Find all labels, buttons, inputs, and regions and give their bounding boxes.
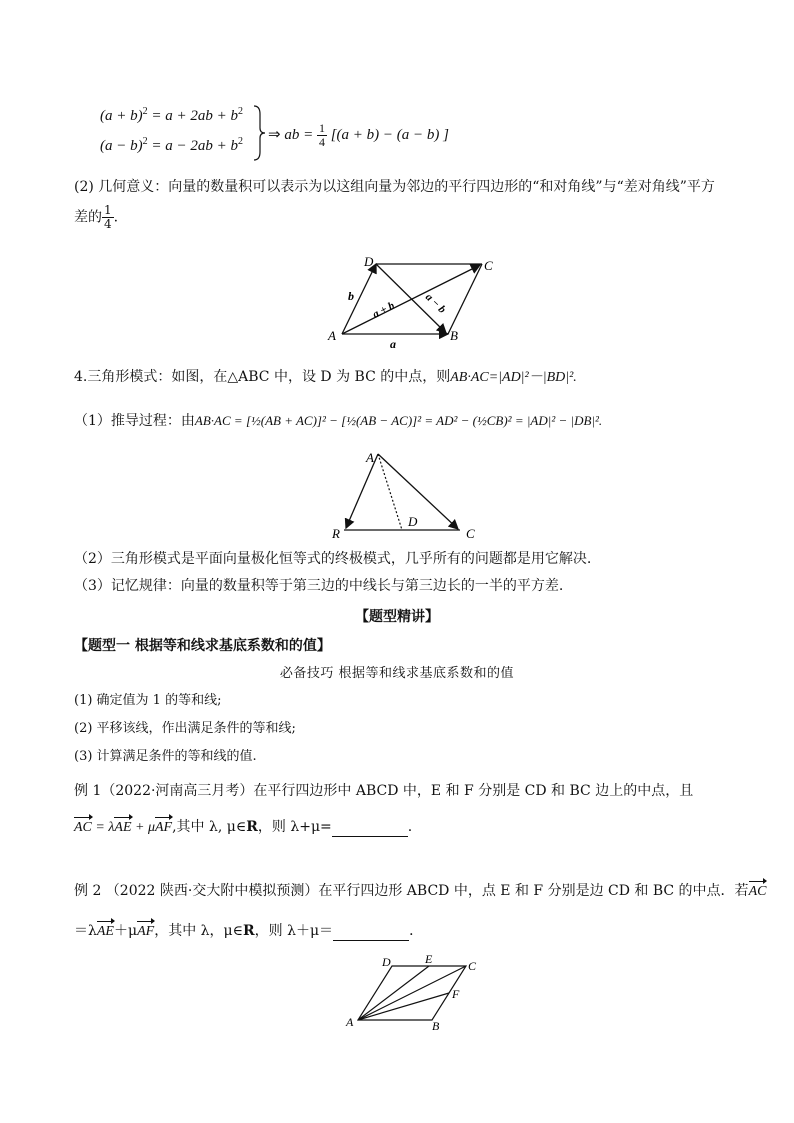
diagonal-sum <box>342 265 480 334</box>
step-2: (2) 平移该线，作出满足条件的等和线; <box>74 721 296 736</box>
label-a-point: A <box>328 328 336 343</box>
example2-answer-blank[interactable] <box>333 926 409 941</box>
formula-line2: $(a - b)^2 = a - 2ab + b^2$ <box>100 136 243 154</box>
vector-ac <box>378 454 458 529</box>
parallelogram-example2-diagram <box>340 950 490 1034</box>
example2-line2: ＝λAE＋μAF，其中 λ，μ∈R，则 λ＋μ＝ ． <box>74 923 424 939</box>
label-b: B <box>432 1019 440 1033</box>
technique-title: 必备技巧 根据等和线求基底系数和的值 <box>279 666 515 681</box>
label-a: A <box>346 1015 354 1029</box>
label-b-point: B <box>450 328 458 343</box>
formula-block-top <box>98 100 518 166</box>
example2-line1: 例 2 （2022 陕西·交大附中模拟预测）在平行四边形 ABCD 中，点 E 和 F 分别是边 CD 和 BC 的中点．若AC <box>74 883 767 899</box>
parallelogram-diagram <box>320 252 500 352</box>
step-3: (3) 计算满足条件的等和线的值. <box>74 749 257 764</box>
geo-meaning-line2: 差的 $\frac{1}{4}$ . <box>74 203 119 231</box>
formula-result: ⇒ ab = $\frac{1}{4}$ [(a + b) − (a − b) ] <box>268 121 449 149</box>
formula-line1: $(a + b)^2 = a + 2ab + b^2$ <box>100 106 243 124</box>
label-e: E <box>425 952 433 966</box>
side-bc <box>448 264 482 334</box>
label-c-point: C <box>484 258 493 273</box>
point-2: （2）三角形模式是平面向量极化恒等式的终极模式，几乎所有的问题都是用它解决. <box>74 551 592 567</box>
label-sum: a + b <box>370 299 397 321</box>
triangle-diagram <box>326 446 486 546</box>
derive-line: （1）推导过程：由AB·AC = [½(AB + AC)]² − [½(AB − AC)]² = AD² − (½CB)² = |AD|² − |DB|². <box>74 413 603 429</box>
label-c: C <box>468 959 477 973</box>
segment-ae <box>358 966 429 1020</box>
segment-ac <box>358 966 466 1020</box>
triangle-mode-heading: 4.三角形模式：如图，在△ABC 中，设 D 为 BC 的中点，则AB·AC=|AD|²－|BD|². <box>74 369 577 385</box>
label-d: D <box>382 955 391 969</box>
point-3: （3）记忆规律：向量的数量积等于第三边的中线长与第三边长的一半的平方差. <box>74 578 564 594</box>
label-c-vertex: C <box>466 526 475 541</box>
label-diff: a − b <box>422 291 448 316</box>
label-vec-b: b <box>348 289 354 303</box>
example1-line1: 例 1（2022·河南高三月考）在平行四边形中 ABCD 中，E 和 F 分别是 CD 和 BC 边上的中点，且 <box>74 783 694 799</box>
example1-answer-blank[interactable] <box>332 822 408 837</box>
step-1: (1) 确定值为 1 的等和线; <box>74 693 222 708</box>
label-d-point: D <box>364 254 374 269</box>
topic-title: 【题型一 根据等和线求基底系数和的值】 <box>74 638 331 654</box>
label-a-vertex: A <box>366 450 374 465</box>
vector-ab <box>346 454 378 528</box>
label-vec-a: a <box>390 337 396 351</box>
section-title: 【题型精讲】 <box>355 609 439 625</box>
label-d-midpoint: D <box>408 514 418 529</box>
example1-line2: AC = λAE + μAF,其中 λ, μ∈R，则 λ+μ= . <box>74 819 413 835</box>
label-f: F <box>452 987 460 1001</box>
geo-meaning-line1: (2) 几何意义：向量的数量积可以表示为以这组向量为邻边的平行四边形的“和对角线”与“差对角线”平方 <box>74 179 715 195</box>
label-b-vertex: R <box>332 526 340 541</box>
